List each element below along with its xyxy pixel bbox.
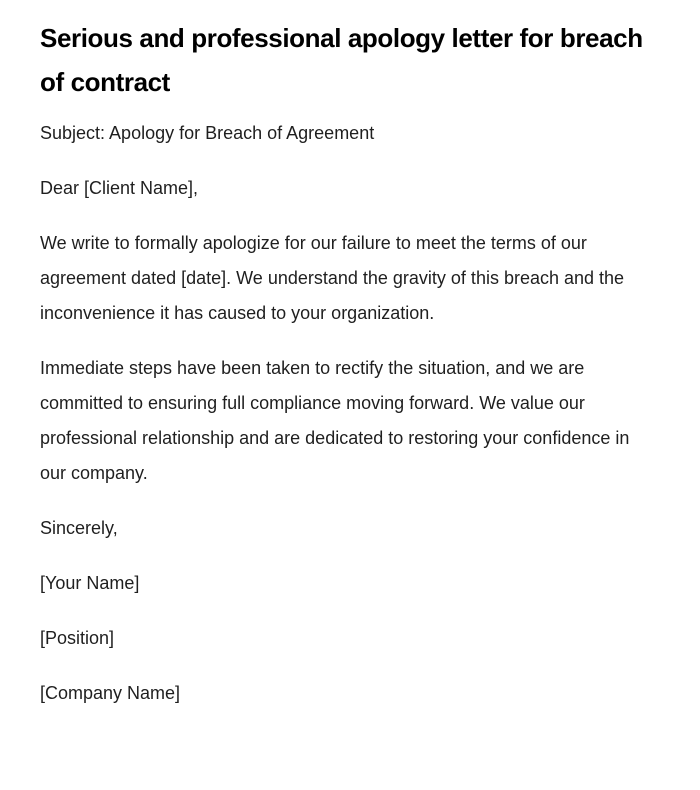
body-paragraph-2: Immediate steps have been taken to rectify the situation, and we are committed to ensuring full compliance moving forward. We value our professional relationship and are dedicated to restoring your confidence in our company. [40,358,630,483]
salutation: Dear [Client Name], [40,178,199,198]
signature-position-line: [Position] [40,628,115,648]
signature-name-line: [Your Name] [40,573,140,593]
letter-content [40,16,646,711]
page-title: Serious and professional apology letter for breach of contract [40,23,643,97]
body-paragraph-1: We write to formally apologize for our failure to meet the terms of our agreement dated [date]. We understand the gravity of this breach and the inconvenience it has caused to your organization. [40,233,625,323]
subject-line: Subject: Apology for Breach of Agreement [40,123,375,143]
closing-line: Sincerely, [40,518,118,538]
signature-company-line: [Company Name] [40,683,181,703]
